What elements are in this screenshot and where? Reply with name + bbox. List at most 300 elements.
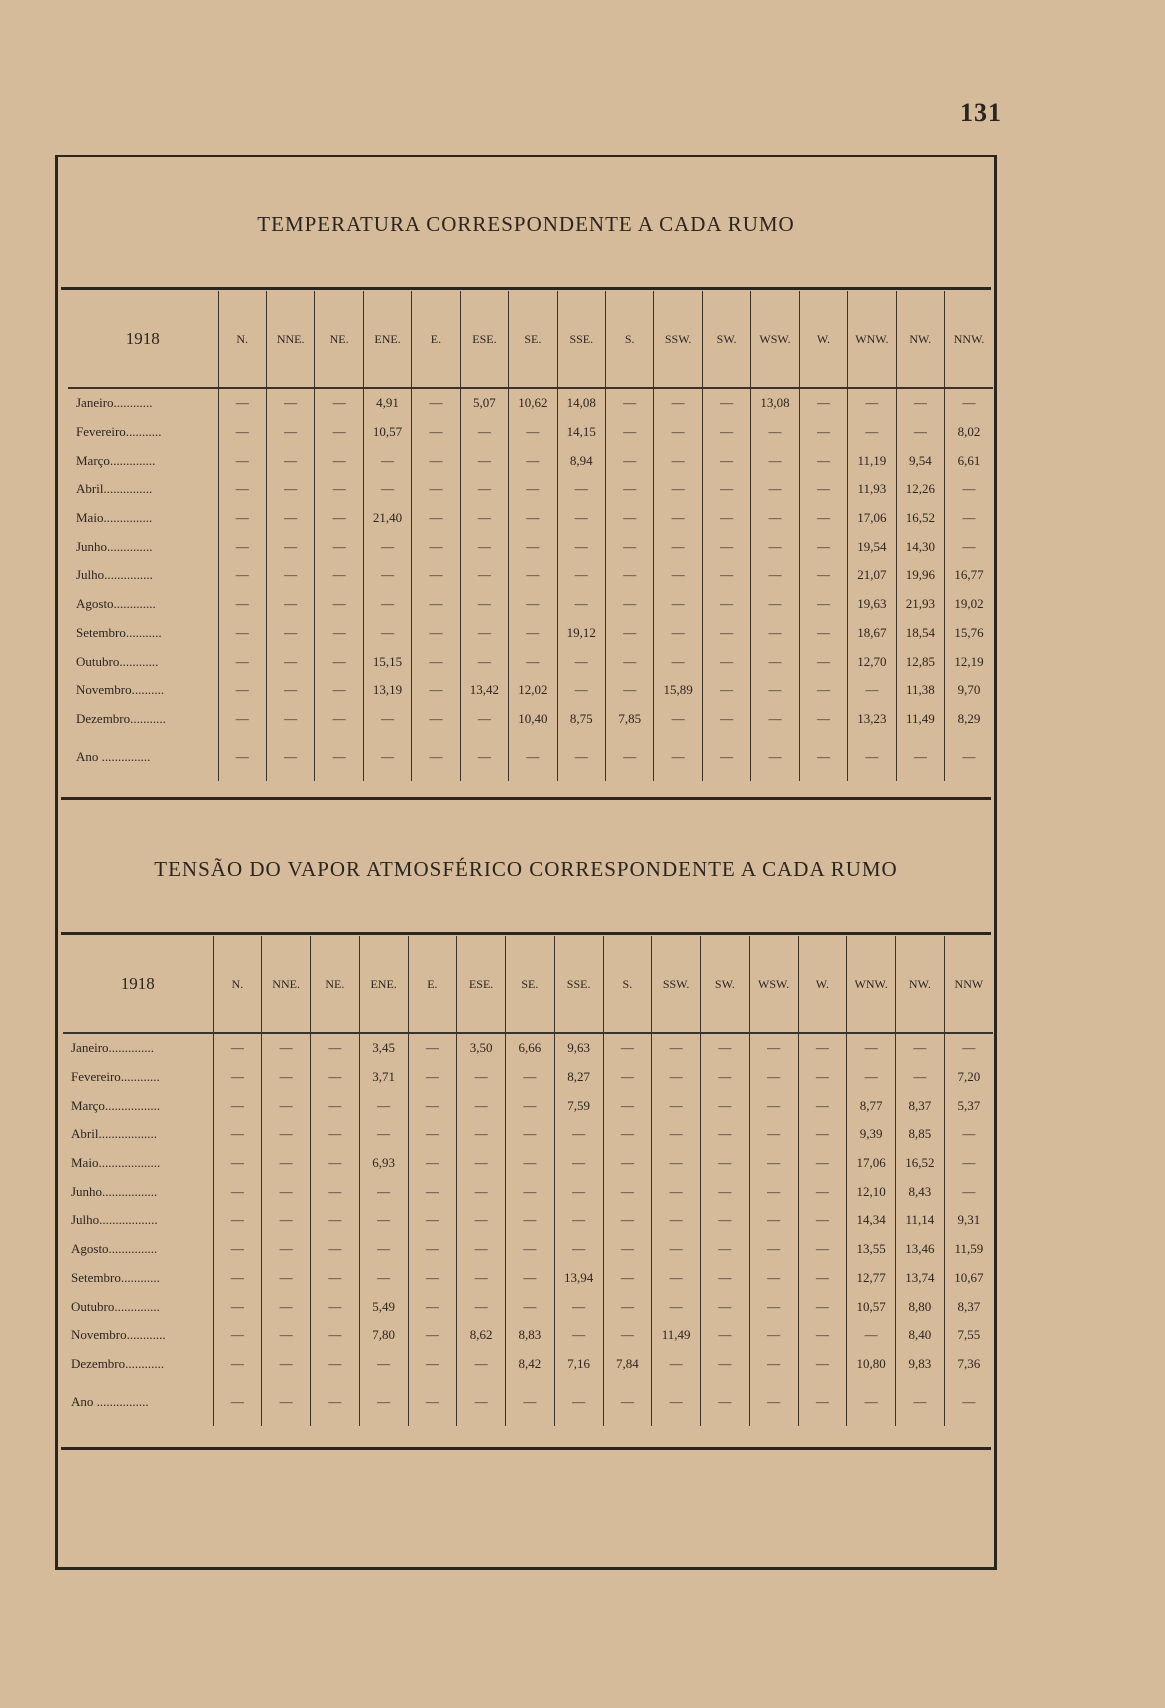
table-cell: 19,96 xyxy=(896,561,944,590)
table-cell: 8,85 xyxy=(896,1120,945,1149)
table-cell: — xyxy=(311,1350,360,1379)
table-row xyxy=(63,1292,993,1321)
table-cell: — xyxy=(799,647,847,676)
row-label: Junho.............. xyxy=(76,538,153,554)
table-cell: — xyxy=(799,705,847,734)
table-cell: — xyxy=(944,1120,993,1149)
table-cell: — xyxy=(799,619,847,648)
table-cell: — xyxy=(945,504,993,533)
table-cell: 11,93 xyxy=(848,475,896,504)
table-cell: — xyxy=(262,1206,311,1235)
table-cell: — xyxy=(944,1378,993,1426)
table-cell: — xyxy=(408,1120,457,1149)
table-cell: — xyxy=(603,1235,652,1264)
table-cell: — xyxy=(311,1378,360,1426)
table-row xyxy=(68,619,993,648)
table-cell: — xyxy=(457,1292,506,1321)
table-cell: — xyxy=(506,1177,555,1206)
table-cell: 5,07 xyxy=(460,388,508,418)
table-cell: — xyxy=(603,1177,652,1206)
table-cell: — xyxy=(799,446,847,475)
table-row xyxy=(68,733,993,781)
table-cell: — xyxy=(363,705,411,734)
table-cell: — xyxy=(408,1063,457,1092)
table-cell: — xyxy=(213,1378,262,1426)
table-cell: — xyxy=(509,647,557,676)
table-cell: — xyxy=(457,1091,506,1120)
table-row xyxy=(68,504,993,533)
table-cell: — xyxy=(412,647,460,676)
table-cell: — xyxy=(751,475,799,504)
column-header: S. xyxy=(603,936,652,1033)
table-row xyxy=(63,1235,993,1264)
table-cell: 10,57 xyxy=(847,1292,896,1321)
table-cell: — xyxy=(457,1206,506,1235)
table-cell: 11,19 xyxy=(848,446,896,475)
table-cell: — xyxy=(896,1033,945,1063)
table-cell: — xyxy=(606,647,654,676)
table-cell: 13,74 xyxy=(896,1264,945,1293)
table-cell: — xyxy=(652,1063,701,1092)
table-cell: 13,23 xyxy=(848,705,896,734)
table-row xyxy=(63,1063,993,1092)
table-row xyxy=(63,1378,993,1426)
table-cell: — xyxy=(557,561,605,590)
table-cell: — xyxy=(460,619,508,648)
table-cell: — xyxy=(218,619,266,648)
row-label: Novembro.......... xyxy=(76,682,165,698)
table-cell: — xyxy=(315,733,363,781)
table-cell: — xyxy=(751,532,799,561)
table-cell: 9,83 xyxy=(896,1350,945,1379)
table-row xyxy=(63,1321,993,1350)
table-cell: — xyxy=(798,1033,847,1063)
table-cell: — xyxy=(311,1206,360,1235)
table-cell: — xyxy=(363,446,411,475)
table-cell: — xyxy=(412,418,460,447)
table-cell: — xyxy=(262,1149,311,1178)
column-header: S. xyxy=(606,291,654,388)
table-cell: — xyxy=(702,619,750,648)
table-cell: 13,42 xyxy=(460,676,508,705)
table-cell: — xyxy=(798,1264,847,1293)
table-cell: — xyxy=(896,1378,945,1426)
table-cell: — xyxy=(311,1149,360,1178)
table-cell: — xyxy=(506,1378,555,1426)
table-cell: — xyxy=(213,1350,262,1379)
table-cell: 11,14 xyxy=(896,1206,945,1235)
table-cell: — xyxy=(218,418,266,447)
column-header: NNE. xyxy=(266,291,314,388)
table-cell: — xyxy=(457,1177,506,1206)
table-cell: 7,59 xyxy=(554,1091,603,1120)
table-row xyxy=(68,418,993,447)
table-cell: — xyxy=(460,504,508,533)
table-cell: — xyxy=(509,446,557,475)
table-cell: — xyxy=(603,1120,652,1149)
table-row xyxy=(68,388,993,418)
table-cell: — xyxy=(557,647,605,676)
table-cell: — xyxy=(315,676,363,705)
table-cell: — xyxy=(213,1206,262,1235)
table-cell: 19,63 xyxy=(848,590,896,619)
table-cell: — xyxy=(606,532,654,561)
column-header: SW. xyxy=(702,291,750,388)
table-cell: — xyxy=(457,1378,506,1426)
table-cell: — xyxy=(506,1091,555,1120)
table-cell: — xyxy=(412,676,460,705)
table-cell: — xyxy=(311,1264,360,1293)
table-cell: — xyxy=(506,1120,555,1149)
table-cell: — xyxy=(945,532,993,561)
table-cell: — xyxy=(751,676,799,705)
table-cell: — xyxy=(603,1033,652,1063)
table-cell: — xyxy=(702,475,750,504)
table-cell: — xyxy=(749,1120,798,1149)
table-cell: 12,10 xyxy=(847,1177,896,1206)
table-cell: — xyxy=(363,733,411,781)
table-cell: — xyxy=(749,1350,798,1379)
table-cell: 13,46 xyxy=(896,1235,945,1264)
column-header: E. xyxy=(412,291,460,388)
page-number: 131 xyxy=(960,98,1002,127)
table-cell: — xyxy=(266,446,314,475)
table-cell: — xyxy=(412,705,460,734)
row-label: Janeiro.............. xyxy=(71,1040,155,1056)
row-label: Julho............... xyxy=(76,567,153,583)
table-cell: — xyxy=(509,475,557,504)
table-cell: — xyxy=(262,1378,311,1426)
column-header: SSE. xyxy=(554,936,603,1033)
table-cell: — xyxy=(363,561,411,590)
table-cell: — xyxy=(509,504,557,533)
table-cell: — xyxy=(460,532,508,561)
table-cell: — xyxy=(266,676,314,705)
column-header: WNW. xyxy=(847,936,896,1033)
temperature-table xyxy=(68,291,993,781)
table-cell: — xyxy=(654,705,702,734)
column-header: SW. xyxy=(701,936,750,1033)
table-cell: 9,70 xyxy=(945,676,993,705)
table-cell: — xyxy=(944,1149,993,1178)
table-cell: — xyxy=(751,733,799,781)
table-cell: — xyxy=(751,705,799,734)
table-cell: — xyxy=(701,1378,750,1426)
table2-top-rule xyxy=(61,932,991,935)
table-cell: — xyxy=(460,590,508,619)
table-cell: — xyxy=(751,504,799,533)
table-cell: — xyxy=(315,561,363,590)
table-cell: — xyxy=(408,1206,457,1235)
table-cell: — xyxy=(751,446,799,475)
column-header: NW. xyxy=(896,291,944,388)
table-cell: — xyxy=(799,676,847,705)
table-cell: — xyxy=(262,1292,311,1321)
table-cell: — xyxy=(315,705,363,734)
table-cell: — xyxy=(266,532,314,561)
table-cell: — xyxy=(363,532,411,561)
table-cell: — xyxy=(262,1033,311,1063)
table-cell: — xyxy=(311,1292,360,1321)
table-cell: — xyxy=(654,561,702,590)
table-cell: — xyxy=(506,1206,555,1235)
table-cell: 11,49 xyxy=(652,1321,701,1350)
row-label: Abril.................. xyxy=(71,1126,157,1142)
table-cell: — xyxy=(509,590,557,619)
table-cell: — xyxy=(213,1149,262,1178)
table-cell: — xyxy=(702,676,750,705)
table-cell: — xyxy=(652,1177,701,1206)
table-cell: 14,34 xyxy=(847,1206,896,1235)
table-row xyxy=(63,1350,993,1379)
table-cell: — xyxy=(847,1378,896,1426)
table-cell: 12,19 xyxy=(945,647,993,676)
table-cell: — xyxy=(945,475,993,504)
table-cell: 10,67 xyxy=(944,1264,993,1293)
table-cell: — xyxy=(848,733,896,781)
table-cell: — xyxy=(701,1120,750,1149)
row-label: Outubro............ xyxy=(76,653,159,669)
column-header: NNE. xyxy=(262,936,311,1033)
table-cell: — xyxy=(606,561,654,590)
table-cell: — xyxy=(218,647,266,676)
row-label: Abril............... xyxy=(76,481,153,497)
row-label: Dezembro............ xyxy=(71,1355,165,1371)
table-cell: — xyxy=(606,446,654,475)
column-header: N. xyxy=(213,936,262,1033)
table-cell: — xyxy=(606,733,654,781)
table-cell: — xyxy=(506,1292,555,1321)
table-cell: — xyxy=(701,1149,750,1178)
table-cell: — xyxy=(749,1206,798,1235)
column-header: W. xyxy=(799,291,847,388)
table-cell: — xyxy=(847,1321,896,1350)
table-row xyxy=(68,705,993,734)
table-row xyxy=(68,532,993,561)
table-cell: — xyxy=(702,504,750,533)
table-cell: 19,12 xyxy=(557,619,605,648)
table-cell: — xyxy=(359,1264,408,1293)
table-cell: — xyxy=(603,1264,652,1293)
table-cell: 18,54 xyxy=(896,619,944,648)
table-cell: — xyxy=(412,590,460,619)
table-cell: 3,50 xyxy=(457,1033,506,1063)
row-label: Ano ................ xyxy=(71,1394,149,1410)
table-cell: — xyxy=(315,619,363,648)
row-label: Junho................. xyxy=(71,1183,158,1199)
table-cell: — xyxy=(945,388,993,418)
table-cell: — xyxy=(652,1206,701,1235)
table-row xyxy=(63,1206,993,1235)
table-cell: 21,93 xyxy=(896,590,944,619)
table-cell: 19,54 xyxy=(848,532,896,561)
table-cell: — xyxy=(266,733,314,781)
row-label: Agosto............. xyxy=(76,596,156,612)
table-cell: — xyxy=(262,1235,311,1264)
table-cell: — xyxy=(457,1235,506,1264)
table-cell: — xyxy=(266,647,314,676)
table-cell: 14,15 xyxy=(557,418,605,447)
table-cell: — xyxy=(460,475,508,504)
table-cell: — xyxy=(311,1235,360,1264)
table-cell: — xyxy=(359,1350,408,1379)
table-cell: 5,37 xyxy=(944,1091,993,1120)
table-cell: — xyxy=(262,1264,311,1293)
table-cell: — xyxy=(218,475,266,504)
table-cell: — xyxy=(262,1120,311,1149)
table-cell: — xyxy=(701,1292,750,1321)
row-label: Ano ............... xyxy=(76,749,151,765)
table-cell: 13,55 xyxy=(847,1235,896,1264)
table-cell: — xyxy=(266,475,314,504)
table-cell: 7,85 xyxy=(606,705,654,734)
table-cell: — xyxy=(603,1206,652,1235)
table-cell: 19,02 xyxy=(945,590,993,619)
table-cell: — xyxy=(359,1206,408,1235)
table-cell: — xyxy=(652,1292,701,1321)
table-cell: — xyxy=(359,1177,408,1206)
column-header: ENE. xyxy=(363,291,411,388)
table-cell: — xyxy=(554,1292,603,1321)
table-cell: 21,40 xyxy=(363,504,411,533)
table-row xyxy=(63,1264,993,1293)
row-label: Julho.................. xyxy=(71,1212,158,1228)
table-cell: — xyxy=(557,532,605,561)
table-cell: — xyxy=(213,1063,262,1092)
table-cell: — xyxy=(315,446,363,475)
table-cell: — xyxy=(799,590,847,619)
table-cell: — xyxy=(213,1033,262,1063)
table-cell: — xyxy=(408,1378,457,1426)
table-cell: — xyxy=(412,532,460,561)
table-row xyxy=(63,1177,993,1206)
column-header: NW. xyxy=(896,936,945,1033)
table-cell: 11,38 xyxy=(896,676,944,705)
table-cell: — xyxy=(363,619,411,648)
table-cell: — xyxy=(798,1292,847,1321)
table-cell: — xyxy=(311,1177,360,1206)
table-cell: 17,06 xyxy=(848,504,896,533)
column-header: SE. xyxy=(506,936,555,1033)
table-cell: — xyxy=(799,561,847,590)
table-cell: — xyxy=(652,1149,701,1178)
table-cell: 16,77 xyxy=(945,561,993,590)
table-cell: — xyxy=(701,1350,750,1379)
table-cell: — xyxy=(654,446,702,475)
table-cell: 5,49 xyxy=(359,1292,408,1321)
table-cell: — xyxy=(554,1235,603,1264)
column-header: ESE. xyxy=(457,936,506,1033)
table-cell: — xyxy=(359,1120,408,1149)
table-cell: — xyxy=(701,1177,750,1206)
column-header: SSE. xyxy=(557,291,605,388)
table-cell: — xyxy=(218,561,266,590)
table-cell: — xyxy=(412,446,460,475)
table-cell: — xyxy=(654,532,702,561)
table-cell: — xyxy=(506,1149,555,1178)
year-header: 1918 xyxy=(68,291,218,388)
table-cell: — xyxy=(213,1177,262,1206)
table-cell: — xyxy=(311,1033,360,1063)
table-cell: — xyxy=(460,446,508,475)
table-cell: 6,66 xyxy=(506,1033,555,1063)
table-cell: — xyxy=(554,1120,603,1149)
row-label: Setembro........... xyxy=(76,624,162,640)
table-cell: — xyxy=(262,1350,311,1379)
table-cell: — xyxy=(457,1120,506,1149)
table-cell: 7,20 xyxy=(944,1063,993,1092)
table-cell: — xyxy=(749,1177,798,1206)
table-cell: — xyxy=(266,418,314,447)
row-label: Fevereiro........... xyxy=(76,424,162,440)
table-cell: 8,29 xyxy=(945,705,993,734)
table-cell: — xyxy=(847,1033,896,1063)
row-label: Março.............. xyxy=(76,452,156,468)
table-cell: — xyxy=(509,532,557,561)
table-cell: — xyxy=(457,1350,506,1379)
table-cell: — xyxy=(603,1292,652,1321)
table-cell: — xyxy=(408,1321,457,1350)
table-cell: — xyxy=(701,1063,750,1092)
table-cell: — xyxy=(751,418,799,447)
row-label: Outubro.............. xyxy=(71,1298,160,1314)
column-header: WSW. xyxy=(749,936,798,1033)
table-cell: — xyxy=(311,1120,360,1149)
table-cell: — xyxy=(652,1120,701,1149)
table-cell: — xyxy=(749,1378,798,1426)
column-header: SE. xyxy=(509,291,557,388)
table-cell: — xyxy=(506,1063,555,1092)
table1-top-rule xyxy=(61,287,991,290)
table-cell: — xyxy=(557,676,605,705)
column-header: NNW. xyxy=(945,291,993,388)
table-cell: 8,37 xyxy=(944,1292,993,1321)
table-cell: 7,80 xyxy=(359,1321,408,1350)
table-cell: 13,94 xyxy=(554,1264,603,1293)
table-cell: — xyxy=(652,1235,701,1264)
table-cell: — xyxy=(606,388,654,418)
table-cell: — xyxy=(603,1063,652,1092)
table-cell: — xyxy=(412,475,460,504)
table-cell: — xyxy=(652,1378,701,1426)
table-cell: — xyxy=(213,1091,262,1120)
table-cell: — xyxy=(654,733,702,781)
table-cell: — xyxy=(751,590,799,619)
table-cell: — xyxy=(702,705,750,734)
table-cell: — xyxy=(311,1321,360,1350)
row-label: Novembro............ xyxy=(71,1327,166,1343)
table-cell: — xyxy=(408,1091,457,1120)
table2-bottom-rule xyxy=(61,1447,991,1450)
table-cell: — xyxy=(652,1350,701,1379)
table-cell: — xyxy=(945,733,993,781)
table-cell: 8,83 xyxy=(506,1321,555,1350)
table-cell: — xyxy=(603,1321,652,1350)
table-cell: — xyxy=(266,504,314,533)
table-cell: — xyxy=(654,619,702,648)
table-cell: 8,43 xyxy=(896,1177,945,1206)
table-cell: — xyxy=(606,475,654,504)
table-cell: 3,45 xyxy=(359,1033,408,1063)
table-cell: 3,71 xyxy=(359,1063,408,1092)
column-header: W. xyxy=(798,936,847,1033)
table-cell: — xyxy=(554,1149,603,1178)
row-label: Setembro............ xyxy=(71,1269,160,1285)
table-cell: — xyxy=(213,1321,262,1350)
table-cell: — xyxy=(315,532,363,561)
table-cell: — xyxy=(412,504,460,533)
row-label: Agosto............... xyxy=(71,1241,158,1257)
